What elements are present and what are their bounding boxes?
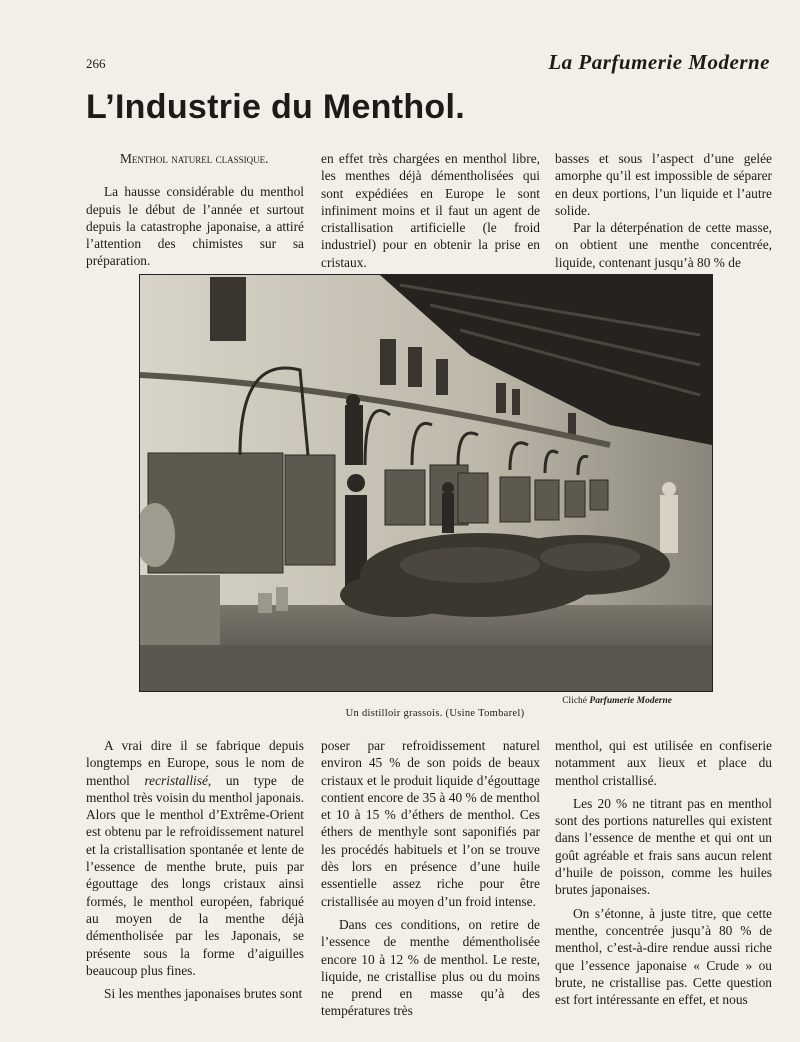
bottom-column-1 bbox=[86, 737, 304, 1002]
emphasis: recristallisé bbox=[144, 772, 208, 788]
text-run: , un type de menthol très voisin du menthol japonais. Alors que le menthol d’Extrême-Orient est obtenu par le refroidissement naturel et la cristallisation spontanée et lente de l’essence de menthe brute, puis par égouttage des longs cristaux ainsi formés, le menthol européen, fabriqué au moyen de la menthe déjà démentholisée par les Japonais, se présente sous la forme d’aiguilles beaucoup plus fines. bbox=[86, 772, 304, 978]
paragraph: Par la déterpénation de cette masse, on obtient une menthe concentrée, liquide, contenant jusqu’à 80 % de bbox=[555, 220, 772, 270]
top-column-1 bbox=[86, 150, 304, 270]
journal-title: La Parfumerie Moderne bbox=[548, 50, 770, 74]
page-number: 266 bbox=[86, 56, 106, 71]
paragraph: en effet très chargées en menthol libre, les menthes déjà démentholisées qui sont expédiées en Europe le sont infiniment moins et il faut un agent de cristallisation artificielle (le froid industriel) pour en obtenir la prise en cristaux. bbox=[321, 151, 540, 270]
paragraph: menthol, qui est utilisée en confiserie notamment aux lieux et place du menthol cristallisé. bbox=[555, 738, 772, 788]
paragraph: basses et sous l’aspect d’une gelée amorphe qu’il est impossible de séparer en deux portions, l’un liquide et l’autre solide. bbox=[555, 151, 772, 218]
bottom-column-2 bbox=[321, 737, 540, 1020]
paragraph: Les 20 % ne titrant pas en menthol sont des portions naturelles qui existent dans l’essence de menthe et qui ont un goût agréable et frais sans aucun relent d’huile de poisson, comme les huiles brutes japonaises. bbox=[555, 795, 772, 898]
section-subhead: Menthol naturel classique. bbox=[120, 151, 269, 166]
bottom-column-3 bbox=[555, 737, 772, 1008]
paragraph: On s’étonne, à juste titre, que cette menthe, concentrée jusqu’à 80 % de menthol, c’est-à-dire rendue aussi riche que l’essence japonaise « Crude » ou brute, ne cristallise pas. Cette question est fort intéressante en effet, et nous bbox=[555, 905, 772, 1008]
photo-caption: Un distilloir grassois. (Usine Tombarel) bbox=[345, 708, 525, 719]
top-column-3 bbox=[555, 150, 772, 271]
article-title: L’Industrie du Menthol. bbox=[86, 88, 465, 126]
photo-illustration bbox=[140, 275, 712, 691]
paragraph: Si les menthes japonaises brutes sont bbox=[104, 986, 303, 1002]
paragraph: poser par refroidissement naturel environ 45 % de son poids de beaux cristaux et le produit liquide d’égouttage contient encore de 35 à 40 % de menthol et 10 à 15 % d’éthers de menthol. Ces éthers de menthyle sont saponifiés par les procédés habituels et l’on se trouve dès lors en présence d’une huile essentielle assez riche pour être cristallisée au moyen d’un froid intense. bbox=[321, 738, 540, 909]
text-run: A vrai dire il se fabrique depuis longtemps en Europe, sous le nom de menthol bbox=[86, 738, 304, 788]
credit-source: Parfumerie Moderne bbox=[589, 696, 672, 706]
paragraph: La hausse considérable du menthol depuis le début de l’année et surtout depuis la catastrophe japonaise, a attiré l’attention des chimistes sur sa préparation. bbox=[86, 184, 304, 269]
paragraph bbox=[86, 737, 304, 979]
distillery-photo bbox=[139, 274, 713, 692]
paragraph: Dans ces conditions, on retire de l’essence de menthe démentholisée encore 10 à 12 % de menthol. Le reste, liquide, ne cristallise plus ou du moins ne prend en masse qu’à des températures très bbox=[321, 916, 540, 1019]
photo-credit bbox=[562, 696, 672, 706]
top-column-2 bbox=[321, 150, 540, 288]
credit-prefix: Cliché bbox=[562, 696, 588, 706]
